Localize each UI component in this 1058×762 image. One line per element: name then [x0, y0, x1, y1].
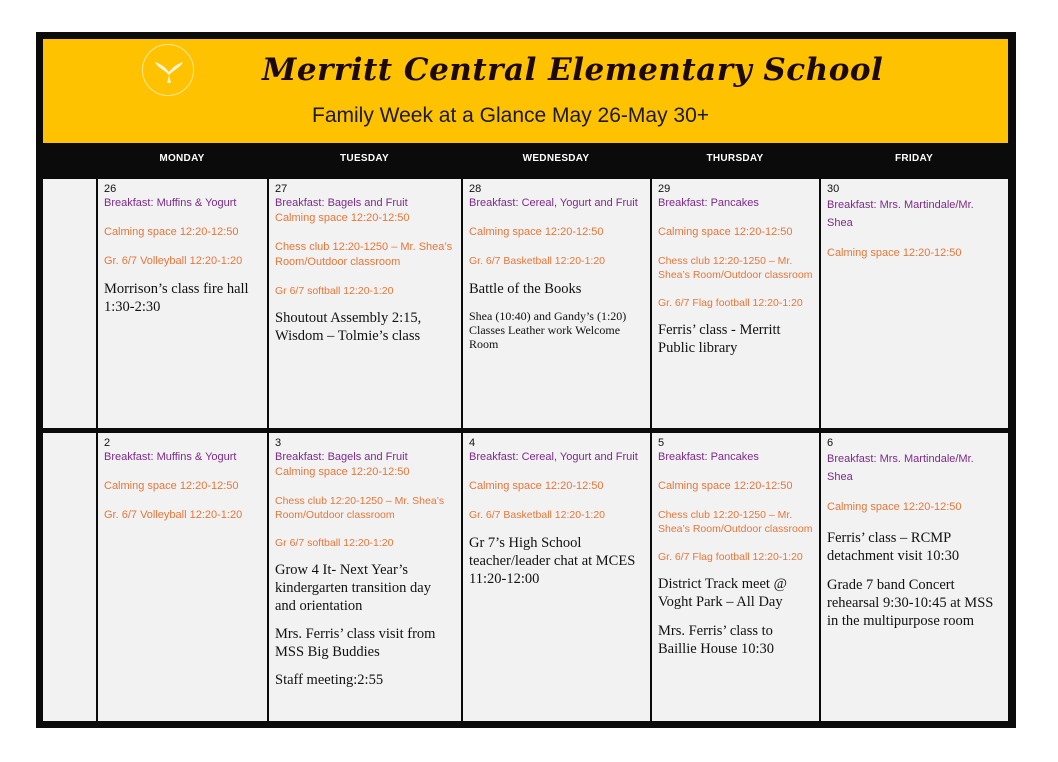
- calming-space-text: Calming space 12:20-12:50: [827, 247, 962, 259]
- breakfast-text: Breakfast: Bagels and Fruit: [275, 197, 408, 209]
- breakfast-text: Breakfast: Cereal, Yogurt and Fruit: [469, 451, 638, 463]
- chess-club-text: Chess club 12:20-1250 – Mr. Shea’s Room/Outdoor classroom: [658, 255, 813, 281]
- day-cell-wed-28: [462, 180, 650, 351]
- sport-text: Gr. 6/7 Volleyball 12:20-1:20: [104, 255, 243, 267]
- breakfast-text: Breakfast: Mrs. Martindale/Mr. Shea: [827, 199, 974, 229]
- day-cell-thu-29: [651, 180, 819, 357]
- cell-date: 3: [275, 437, 282, 449]
- sport-text: Gr 6/7 softball 12:20-1:20: [275, 537, 394, 549]
- day-cell-thu-5: [651, 434, 819, 658]
- calming-space-text: Calming space 12:20-12:50: [104, 226, 239, 238]
- chess-club-text: Chess club 12:20-1250 – Mr. Shea’s Room/Outdoor classroom: [275, 495, 445, 521]
- calming-space-text: Calming space 12:20-12:50: [658, 480, 793, 492]
- school-name: Merritt Central Elementary School: [262, 52, 884, 88]
- day-cell-mon-2: [97, 434, 267, 523]
- cell-date: 4: [469, 437, 476, 449]
- sport-text: Gr. 6/7 Basketball 12:20-1:20: [469, 509, 606, 521]
- calming-space-text: Calming space 12:20-12:50: [104, 480, 239, 492]
- chess-club-text: Chess club 12:20-1250 – Mr. Shea’s Room/Outdoor classroom: [658, 509, 813, 535]
- breakfast-text: Breakfast: Bagels and Fruit: [275, 451, 408, 463]
- breakfast-text: Breakfast: Mrs. Martindale/Mr. Shea: [827, 453, 974, 483]
- cell-date: 30: [827, 183, 840, 195]
- cell-date: 26: [104, 183, 117, 195]
- day-cell-tue-3: [268, 434, 461, 689]
- event-text: District Track meet @ Voght Park – All Day: [658, 576, 787, 610]
- cell-date: 28: [469, 183, 482, 195]
- day-cell-fri-6: [820, 434, 1008, 630]
- sport-text: Gr. 6/7 Flag football 12:20-1:20: [658, 297, 803, 309]
- breakfast-text: Breakfast: Pancakes: [658, 197, 759, 209]
- breakfast-text: Breakfast: Cereal, Yogurt and Fruit: [469, 197, 638, 209]
- day-cell-wed-4: [462, 434, 650, 588]
- event-text: Battle of the Books: [469, 281, 582, 297]
- day-cell-tue-27: [268, 180, 461, 345]
- day-header-monday: MONDAY: [159, 153, 205, 164]
- event-text: Shoutout Assembly 2:15, Wisdom – Tolmie’s class: [275, 310, 422, 344]
- page-subtitle: Family Week at a Glance May 26-May 30+: [312, 104, 710, 127]
- event-text: Gr 7’s High School teacher/leader chat at MCES 11:20-12:00: [469, 535, 636, 587]
- event-text: Mrs. Ferris’ class to Baillie House 10:30: [658, 623, 774, 657]
- cell-date: 27: [275, 183, 288, 195]
- sport-text: Gr. 6/7 Flag football 12:20-1:20: [658, 551, 803, 563]
- calming-space-text: Calming space 12:20-12:50: [275, 466, 410, 478]
- breakfast-text: Breakfast: Pancakes: [658, 451, 759, 463]
- week-separator: [43, 428, 1008, 433]
- sport-text: Gr. 6/7 Basketball 12:20-1:20: [469, 255, 606, 267]
- event-text: Staff meeting:2:55: [275, 672, 384, 688]
- chess-club-text: Chess club 12:20-1250 – Mr. Shea’s Room/Outdoor classroom: [275, 241, 453, 268]
- sport-text: Gr 6/7 softball 12:20-1:20: [275, 285, 394, 297]
- day-cell-fri-30: [820, 180, 1008, 261]
- calming-space-text: Calming space 12:20-12:50: [469, 226, 604, 238]
- calming-space-text: Calming space 12:20-12:50: [827, 501, 962, 513]
- cell-date: 2: [104, 437, 111, 449]
- cell-date: 6: [827, 437, 834, 449]
- day-header-friday: FRIDAY: [894, 153, 934, 164]
- event-text: Morrison’s class fire hall 1:30-2:30: [104, 281, 249, 315]
- day-header-wednesday: WEDNESDAY: [522, 153, 590, 164]
- breakfast-text: Breakfast: Muffins & Yogurt: [104, 451, 237, 463]
- event-text: Ferris’ class - Merritt Public library: [658, 322, 781, 356]
- day-header-tuesday: TUESDAY: [340, 153, 389, 164]
- event-text: Ferris’ class – RCMP detachment visit 10:30: [827, 530, 960, 564]
- event-text: Grade 7 band Concert rehearsal 9:30-10:45 at MSS in the multipurpose room: [827, 577, 994, 629]
- school-logo: [142, 44, 194, 96]
- event-text: Shea (10:40) and Gandy’s (1:20) Classes Leather work Welcome Room: [469, 309, 627, 351]
- breakfast-text: Breakfast: Muffins & Yogurt: [104, 197, 237, 209]
- calming-space-text: Calming space 12:20-12:50: [275, 212, 410, 224]
- calming-space-text: Calming space 12:20-12:50: [469, 480, 604, 492]
- calming-space-text: Calming space 12:20-12:50: [658, 226, 793, 238]
- day-cell-mon-26: [97, 180, 267, 316]
- event-text: Grow 4 It- Next Year’s kindergarten transition day and orientation: [275, 562, 431, 614]
- cell-date: 29: [658, 183, 671, 195]
- sport-text: Gr. 6/7 Volleyball 12:20-1:20: [104, 509, 243, 521]
- day-header-thursday: THURSDAY: [706, 153, 764, 164]
- cell-date: 5: [658, 437, 665, 449]
- event-text: Mrs. Ferris’ class visit from MSS Big Buddies: [275, 626, 436, 660]
